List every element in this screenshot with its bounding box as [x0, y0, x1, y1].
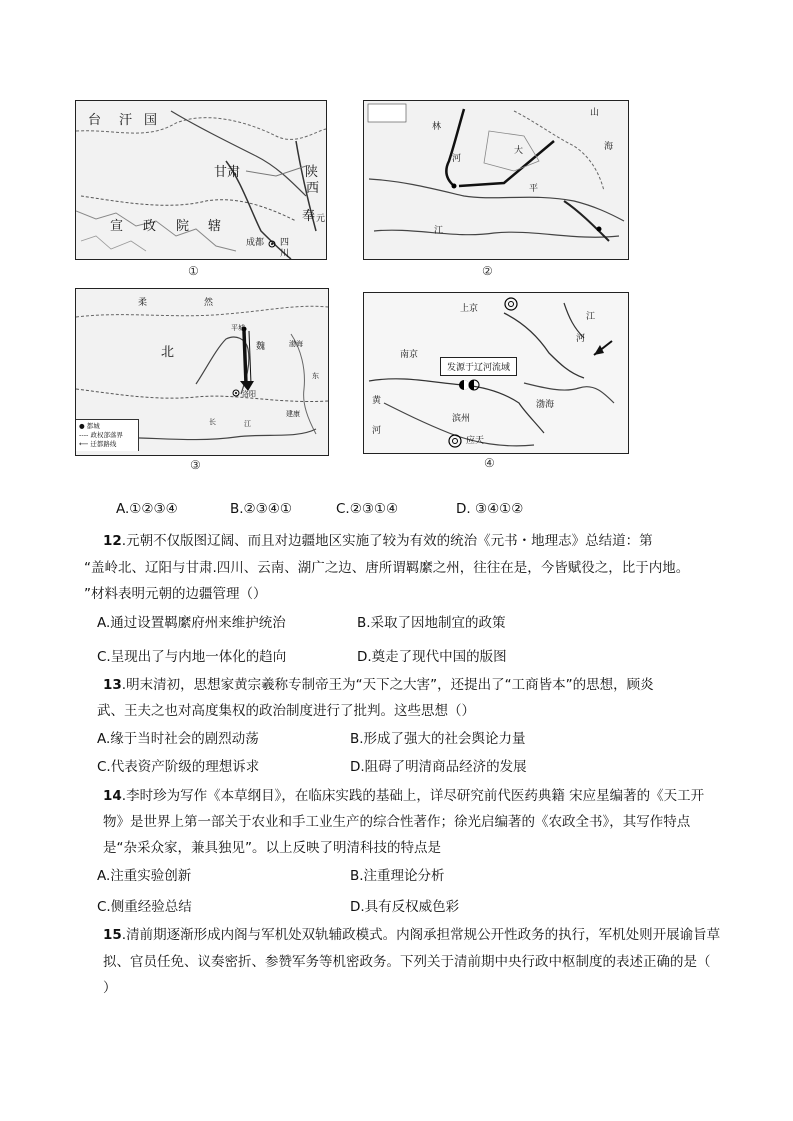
q12-stem-line1	[103, 531, 653, 551]
map-4	[363, 292, 629, 454]
q14-option-d[interactable]: D.具有反权威色彩	[350, 899, 460, 915]
q14-text: .李时珍为写作《本草纲目》，在临床实践的基础上，详尽研究前代医药典籍 宋应星编著的《天工开	[121, 788, 705, 804]
q12-number: 12	[103, 533, 122, 549]
q13-option-c[interactable]: C.代表资产阶级的理想诉求	[97, 759, 260, 775]
map-3-label: 东	[312, 372, 319, 380]
map-3-label: 建康	[286, 410, 300, 418]
q11-option-b[interactable]: B.②③④①	[230, 501, 292, 517]
q14-option-b[interactable]: B.注重理论分析	[350, 868, 445, 884]
map-4-label: 江	[586, 312, 596, 322]
legend-migration-route: ⟵ 迁都路线	[79, 440, 117, 448]
q12-stem-line2: “盖岭北、辽阳与甘肃.四川、云南、湖广之边、唐所谓羁縻之州，往往在是，今皆赋役之，比于内地。	[84, 560, 690, 576]
map-2-label: 江	[434, 226, 444, 236]
map-1-label: 川	[280, 249, 290, 259]
map-1-label: 奉	[302, 209, 316, 224]
map-4-label: 河	[372, 426, 382, 436]
map-1-label: 国	[144, 113, 158, 128]
q11-option-a[interactable]: A.①②③④	[116, 501, 178, 517]
map-4-label: 上京	[460, 304, 479, 314]
map-4-label: 黄	[372, 396, 382, 406]
q14-option-c[interactable]: C.侧重经验总结	[97, 899, 192, 915]
q15-number: 15	[103, 927, 122, 943]
map-3-label: 长	[209, 418, 216, 426]
q14-stem-line1	[103, 786, 704, 806]
map-2-drawing	[364, 101, 628, 259]
map-1-label: 政	[143, 219, 157, 234]
q13-option-a[interactable]: A.缘于当时社会的剧烈动荡	[97, 731, 259, 747]
map-1-label: 西	[306, 181, 320, 196]
map-1-label: 宣	[110, 219, 124, 234]
map-1	[75, 100, 327, 260]
map-3-label: 然	[204, 298, 214, 308]
q14-stem-line3: 是“杂采众家，兼具独见”。以上反映了明清科技的特点是	[103, 840, 441, 856]
q13-option-b[interactable]: B.形成了强大的社会舆论力量	[350, 731, 526, 747]
q12-stem-line3: ”材料表明元朝的边疆管理（）	[84, 586, 267, 602]
map-2-label: 海	[604, 142, 614, 152]
map-1-label: 成都	[246, 238, 265, 248]
map-3-label: 柔	[138, 298, 148, 308]
q12-option-b[interactable]: B.采取了因地制宜的政策	[357, 615, 506, 631]
map-1-label: 汗	[119, 113, 133, 128]
q13-stem-line2: 武、王夫之也对高度集权的政治制度进行了批判。这些思想（）	[97, 703, 475, 719]
map-3-legend	[76, 419, 139, 451]
q14-number: 14	[103, 788, 122, 804]
map-2-label: 林	[432, 122, 442, 132]
q14-stem-line2: 物》是世界上第一部关于农业和手工业生产的综合性著作；徐光启编著的《农政全书》，其写作特点	[103, 814, 691, 830]
legend-capital: ● 都城	[79, 422, 100, 430]
map-4-label: 河	[576, 334, 586, 344]
map-4-label: 应天	[466, 436, 485, 446]
map-1-label: 甘肃	[214, 165, 241, 180]
q15-text: .清前期逐渐形成内阁与军机处双轨辅政模式。内阁承担常规公开性政务的执行，军机处则开展谕旨草	[121, 927, 721, 943]
q12-text: .元朝不仅版图辽阔、而且对边疆地区实施了较为有效的统治《元书・地理志》总结道：第	[121, 533, 653, 549]
map-3-label: 魏	[256, 342, 266, 352]
q13-number: 13	[103, 677, 122, 693]
map-2-label: 大	[514, 146, 524, 156]
map-3-label: 平城	[231, 324, 245, 332]
map-4-label: 南京	[400, 350, 419, 360]
map-4-origin-box: 发源于辽河流域	[440, 357, 517, 376]
map-1-label: 陕	[305, 165, 319, 180]
map-3-label: 渤海	[289, 340, 303, 348]
q11-option-c[interactable]: C.②③①④	[336, 501, 399, 517]
q12-option-c[interactable]: C.呈现出了与内地一体化的趋向	[97, 649, 287, 665]
map-4-label: 滨州	[452, 414, 471, 424]
map-3-label: 洛阳	[242, 390, 256, 398]
map-1-label: 四	[280, 238, 290, 248]
map-1-caption: ①	[188, 264, 199, 278]
map-2-label: 河	[452, 154, 462, 164]
map-2-caption: ②	[482, 264, 493, 278]
q14-option-a[interactable]: A.注重实验创新	[97, 868, 192, 884]
q15-stem-line1	[103, 925, 720, 945]
q15-stem-line2: 拟、官员任免、议奏密折、参赞军务等机密政务。下列关于清前期中央行政中枢制度的表述正确的是（	[103, 954, 711, 970]
map-2-label: 平	[529, 184, 539, 194]
map-1-label: 院	[176, 219, 190, 234]
q13-stem-line1	[103, 675, 654, 695]
map-1-label: 台	[88, 113, 102, 128]
q13-option-d[interactable]: D.阻碍了明清商品经济的发展	[350, 759, 527, 775]
legend-border: ---- 政权部落界	[79, 431, 123, 439]
map-3-label: 北	[161, 345, 175, 360]
map-4-label: 渤海	[536, 400, 555, 410]
q13-text: .明末清初，思想家黄宗羲称专制帝王为“天下之大害”，还提出了“工商皆本”的思想，顾炎	[121, 677, 654, 693]
map-2-label: 山	[590, 108, 600, 118]
q15-stem-line3: ）	[103, 980, 117, 996]
map-1-label: 辖	[208, 219, 222, 234]
q12-option-a[interactable]: A.通过设置羁縻府州来维护统治	[97, 615, 286, 631]
map-2	[363, 100, 629, 260]
map-1-label: 元	[316, 214, 326, 224]
map-3-caption: ③	[190, 458, 201, 472]
q11-option-d[interactable]: D. ③④①②	[456, 501, 524, 517]
q12-option-d[interactable]: D.奠走了现代中国的版图	[357, 649, 507, 665]
map-4-caption: ④	[484, 456, 495, 470]
map-3-label: 江	[244, 420, 251, 428]
map-3	[75, 288, 329, 456]
